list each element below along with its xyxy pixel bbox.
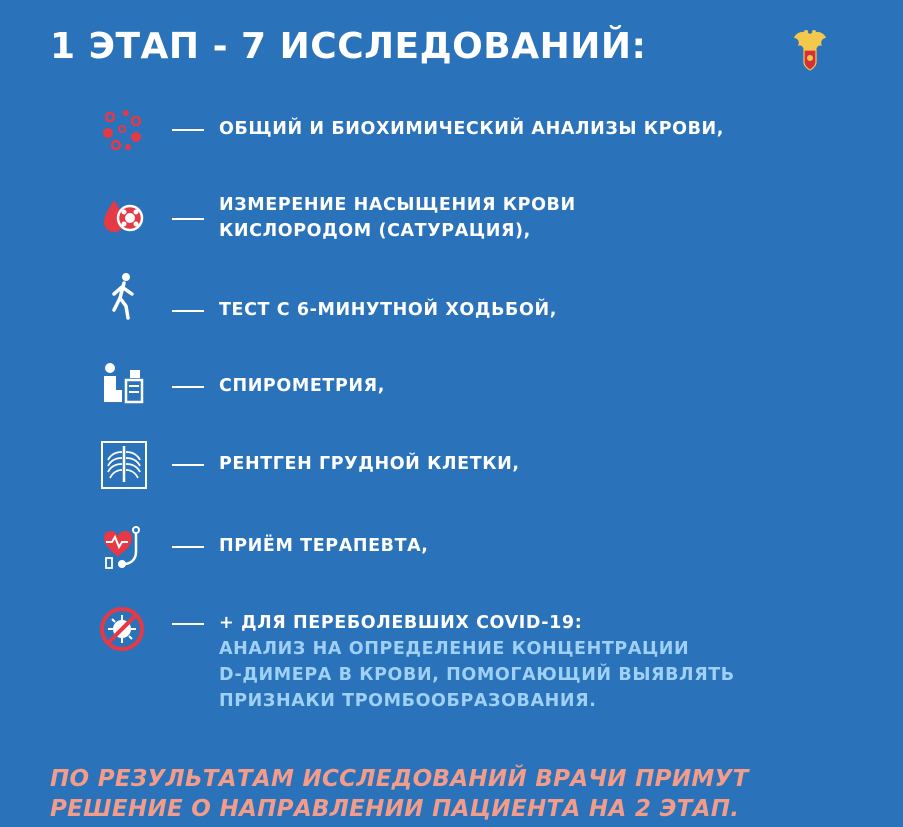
item-text-line: КИСЛОРОДОМ (САТУРАЦИЯ), xyxy=(219,221,531,241)
coat-of-arms-emblem xyxy=(790,28,830,72)
dash-separator xyxy=(172,218,204,220)
footer-line: РЕШЕНИЕ О НАПРАВЛЕНИИ ПАЦИЕНТА НА 2 ЭТАП. xyxy=(50,796,740,822)
dash-separator xyxy=(172,386,204,388)
dash-separator xyxy=(172,623,204,625)
item-text: ПРИЁМ ТЕРАПЕВТА, xyxy=(219,536,429,556)
chest-xray-icon xyxy=(96,438,152,494)
footer-note xyxy=(50,764,890,824)
item-text xyxy=(219,610,889,714)
item-text-line: ПРИЗНАКИ ТРОМБООБРАЗОВАНИЯ. xyxy=(219,691,597,711)
item-text: ТЕСТ С 6-МИНУТНОЙ ХОДЬБОЙ, xyxy=(219,300,557,320)
no-covid-icon xyxy=(96,603,152,659)
item-text xyxy=(219,192,889,244)
blood-cells-icon xyxy=(96,103,152,159)
item-text-line: D-ДИМЕРА В КРОВИ, ПОМОГАЮЩИЙ ВЫЯВЛЯТЬ xyxy=(219,665,735,685)
walking-person-icon xyxy=(96,270,152,326)
blood-saturation-icon xyxy=(96,188,152,244)
item-text-line: АНАЛИЗ НА ОПРЕДЕЛЕНИЕ КОНЦЕНТРАЦИИ xyxy=(219,639,690,659)
heart-stethoscope-icon xyxy=(96,520,152,576)
item-text: СПИРОМЕТРИЯ, xyxy=(219,376,385,396)
dash-separator xyxy=(172,129,204,131)
spirometry-icon xyxy=(96,356,152,412)
dash-separator xyxy=(172,546,204,548)
item-text: РЕНТГЕН ГРУДНОЙ КЛЕТКИ, xyxy=(219,454,520,474)
footer-line: ПО РЕЗУЛЬТАТАМ ИССЛЕДОВАНИЙ ВРАЧИ ПРИМУТ xyxy=(50,766,749,792)
dash-separator xyxy=(172,464,204,466)
item-text: ОБЩИЙ И БИОХИМИЧЕСКИЙ АНАЛИЗЫ КРОВИ, xyxy=(219,119,725,139)
item-text-line: + ДЛЯ ПЕРЕБОЛЕВШИХ COVID-19: xyxy=(219,613,583,633)
item-text-line: ИЗМЕРЕНИЕ НАСЫЩЕНИЯ КРОВИ xyxy=(219,195,576,215)
page-title: 1 ЭТАП - 7 ИССЛЕДОВАНИЙ: xyxy=(50,26,647,67)
dash-separator xyxy=(172,310,204,312)
